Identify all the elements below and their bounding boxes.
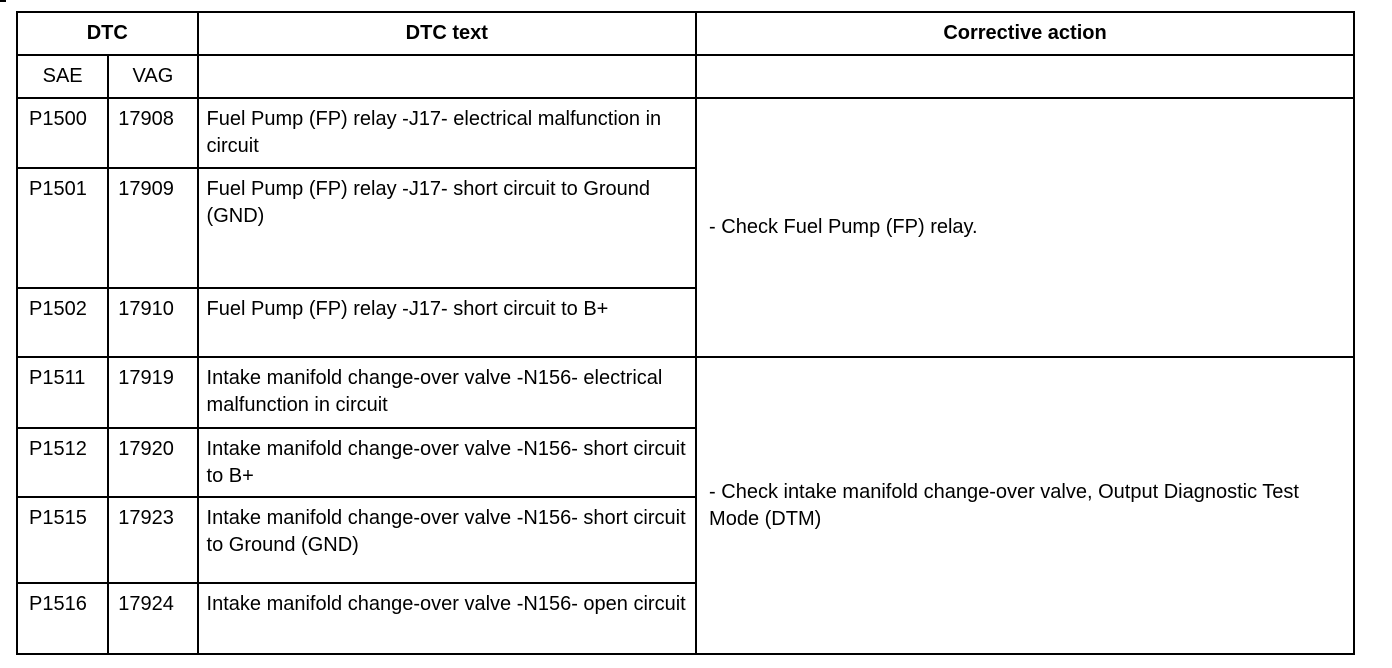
- vag-code: 17909: [108, 168, 197, 288]
- table-row: [17, 98, 1354, 168]
- dtc-text: Fuel Pump (FP) relay -J17- electrical malfunction in circuit: [198, 98, 696, 168]
- dtc-text: Intake manifold change-over valve -N156- short circuit to B+: [198, 428, 696, 497]
- sae-code: P1511: [17, 357, 108, 428]
- sae-code: P1516: [17, 583, 108, 654]
- subheader-sae: SAE: [17, 55, 108, 98]
- dtc-text: Intake manifold change-over valve -N156- open circuit: [198, 583, 696, 654]
- dtc-text: Fuel Pump (FP) relay -J17- short circuit to Ground (GND): [198, 168, 696, 288]
- header-corrective-action: Corrective action: [696, 12, 1354, 55]
- sae-code: P1512: [17, 428, 108, 497]
- dtc-text: Intake manifold change-over valve -N156- short circuit to Ground (GND): [198, 497, 696, 583]
- corner-mark: [0, 0, 6, 2]
- dtc-table: [16, 11, 1355, 655]
- table-row: [17, 357, 1354, 428]
- sae-code: P1500: [17, 98, 108, 168]
- vag-code: 17919: [108, 357, 197, 428]
- vag-code: 17924: [108, 583, 197, 654]
- subheader-action-empty: [696, 55, 1354, 98]
- dtc-text: Intake manifold change-over valve -N156- electrical malfunction in circuit: [198, 357, 696, 428]
- subheader-vag: VAG: [108, 55, 197, 98]
- dtc-text: Fuel Pump (FP) relay -J17- short circuit to B+: [198, 288, 696, 357]
- corrective-action-intake-manifold: - Check intake manifold change-over valve, Output Diagnostic Test Mode (DTM): [696, 357, 1354, 654]
- vag-code: 17923: [108, 497, 197, 583]
- sae-code: P1502: [17, 288, 108, 357]
- sae-code: P1515: [17, 497, 108, 583]
- corrective-action-fuel-pump: - Check Fuel Pump (FP) relay.: [696, 98, 1354, 357]
- header-row: [17, 12, 1354, 55]
- vag-code: 17910: [108, 288, 197, 357]
- sae-code: P1501: [17, 168, 108, 288]
- subheader-row: [17, 55, 1354, 98]
- header-dtc: DTC: [17, 12, 198, 55]
- vag-code: 17920: [108, 428, 197, 497]
- header-dtc-text: DTC text: [198, 12, 696, 55]
- vag-code: 17908: [108, 98, 197, 168]
- subheader-text-empty: [198, 55, 696, 98]
